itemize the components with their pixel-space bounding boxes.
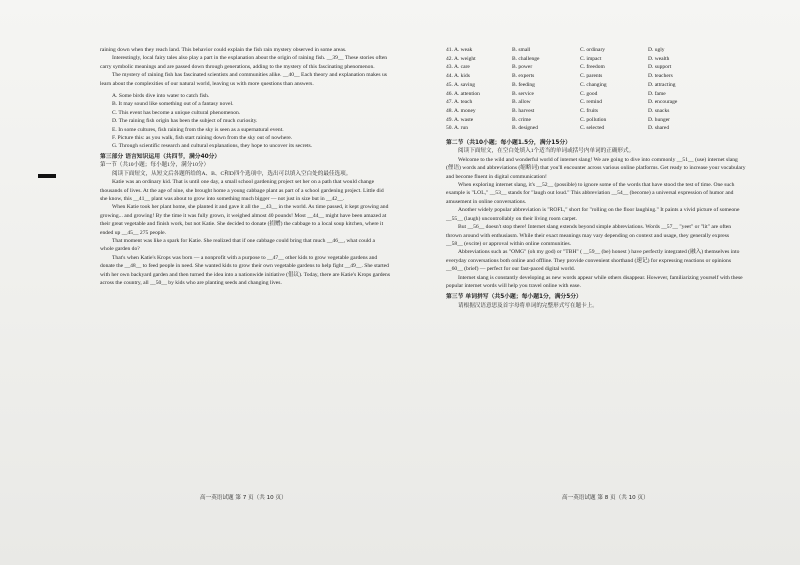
answer-option: B. crime	[512, 116, 531, 123]
option-list	[100, 92, 390, 151]
right-page	[446, 46, 746, 310]
passage-paragraph: The mystery of raining fish has fascinated scientists and communities alike. __40__ Each theory and explanation makes us learn about the complexities of our natural world, leaving us with more questions than answers.	[100, 72, 387, 87]
answer-option: 50. A. run	[446, 125, 468, 132]
answer-row	[446, 124, 716, 133]
answer-option: D. hunger	[648, 116, 670, 123]
answer-option: B. allow	[512, 99, 531, 106]
passage-paragraph: Another widely popular abbreviation is "ROFL," short for "rolling on the floor laughing." It paints a vivid picture of someone __55__ (laugh) uncontrollably on their living room carpet.	[446, 207, 740, 222]
answer-option: D. support	[648, 64, 672, 71]
answer-option: B. experts	[512, 73, 535, 80]
section-heading: 第二节（共10小题；每小题1.5分，满分15分）	[446, 140, 571, 147]
answer-option: C. parents	[580, 73, 603, 80]
passage-paragraph: Internet slang is constantly developing as new words appear while others disappear. However, familiarizing yourself with these popular internet words will help you travel online with ease.	[446, 274, 743, 289]
answer-option: C. pollution	[580, 116, 607, 123]
answer-option: 44. A. kids	[446, 73, 470, 80]
passage-paragraph: Katie was an ordinary kid. That is until one day, a small school gardening project set her on a path that would change thousands of lives. At the age of nine, she brought home a young cabbage plant as part of a school gardening project. Little did she know, this __41__ plant was about to grow into something much bigger — not just in size but in __42__.	[100, 179, 384, 202]
section-heading: 第三节 单词拼写（共5小题；每小题1分，满分5分）	[446, 294, 582, 301]
passage-paragraph: When Katie took her plant home, she planted it and gave it all the __43__ in the world. As time passed, it kept growing and growing... and growing! By the time it was fully grown, it weighed almost 40 pounds! Most __44__ might have been amazed at their great vegetable and finish work, but not Katie. She decided to donate (捐赠) the cabbage to a local soup kitchen, where it ended up __45__ 275 people.	[100, 204, 389, 236]
answer-option: C. changing	[580, 81, 607, 88]
instruction-text: 阅读下面短文，在空白处填入1个适当的单词或括号内单词的正确形式。	[458, 148, 635, 155]
answer-option: B. small	[512, 47, 531, 53]
answer-row	[446, 55, 716, 64]
passage-paragraph: Abbreviations such as "OMG" (oh my god) or "TBH" ( __59__ (be) honest ) have perfectly integrated (融入) themselves into everyday conversations both online and offline. They provide convenient shorthand (速记) for expressing reactions or opinions __60__ (brief) — perfect for our fast-paced digital world.	[446, 249, 740, 273]
answer-option: 42. A. weight	[446, 55, 476, 62]
page-footer: 高一英语试题 第 8 页（共 10 页）	[562, 495, 649, 501]
answer-row	[446, 107, 716, 116]
answer-option: 47. A. teach	[446, 99, 473, 106]
passage-paragraph: Interestingly, local fairy tales also play a part in the explanation about the origin of raining fish. __39__ These stories often carry symbolic meanings and are passed down through generations, adding to the mystery of this fascinating phenomenon.	[100, 55, 388, 70]
answer-option: B. power	[512, 64, 533, 71]
section-heading: 第三部分 语言知识运用（共四节，满分40分）	[100, 153, 221, 160]
instruction-text: 请根据汉语意思及首字母将单词的完整形式写在题卡上。	[458, 302, 598, 309]
answer-option: B. designed	[512, 125, 538, 132]
answer-option: 48. A. money	[446, 107, 476, 114]
answer-option: C. impact	[580, 55, 602, 62]
passage-paragraph: That moment was like a spark for Katie. She realized that if one cabbage could bring that much __46__, what could a whole garden do?	[100, 237, 375, 253]
page-footer: 高一英语试题 第 7 页（共 10 页）	[200, 495, 287, 501]
answer-option: 49. A. waste	[446, 116, 474, 123]
answer-option: C. selected	[580, 125, 605, 132]
answer-row	[446, 116, 716, 125]
answer-options-table	[446, 46, 716, 133]
option-item: F. Picture this: as you walk, fish start raining down from the sky out of nowhere.	[112, 135, 293, 142]
answer-option: D. fame	[648, 90, 666, 97]
answer-option: D. wealth	[648, 55, 670, 62]
option-item: C. This event has become a unique cultural phenomenon.	[112, 109, 241, 116]
option-item: G. Through scientific research and cultural explanations, they hope to uncover its secrets.	[112, 143, 313, 150]
answer-option: B. service	[512, 90, 534, 97]
answer-option: C. remind	[580, 99, 602, 106]
answer-option: B. challenge	[512, 55, 540, 62]
left-page	[100, 46, 390, 287]
answer-row	[446, 81, 716, 90]
answer-row	[446, 46, 716, 55]
passage-paragraph: Welcome to the wild and wonderful world of internet slang! We are going to dive into commonly __51__ (use) internet slang (俚语) words and abbreviations (缩略词) that you'll encounter across various online platforms. Get ready to increase your vocabulary and become fluent in digital communication!	[446, 156, 746, 180]
option-item: D. The raining fish origin has been the subject of much curiosity.	[112, 118, 258, 125]
answer-option: 45. A. saving	[446, 81, 476, 88]
passage-paragraph: That's when Katie's Krops was born — a nonprofit with a purpose to __47__ other kids to grow vegetable gardens and donate the __48__ to feed people in need. She wanted kids to grow their own vegetable gardens to help fight __49__. She started with her own backyard garden and then turned the idea into a nationwide initiative (倡议). Today, there are Katie's Krops gardens across the country, all __50__ by kids who are planting seeds and changing lives.	[100, 254, 390, 286]
answer-row	[446, 98, 716, 107]
answer-option: 43. A. care	[446, 64, 470, 71]
passage-paragraph: raining down when they reach land. This behavior could explain the fish rain mystery observed in some areas.	[100, 47, 347, 53]
answer-option: D. ugly	[648, 47, 665, 53]
instruction-text: 阅读下面短文，从短文后各题所给的A、B、C和D四个选项中，选出可以填入空白处的最佳选项。	[112, 170, 352, 177]
answer-option: B. harvest	[512, 107, 535, 114]
answer-row	[446, 72, 716, 81]
passage-paragraph: But __56__ doesn't stop there! Internet slang extends beyond simple abbreviations. Words __57__ "yeet" or "lit" are often thrown around with enthusiasm. While their exact meanings may vary depending on context and usage, they generally express __58__ (excite) or approval within online communities.	[446, 224, 732, 247]
scan-margin-mark	[38, 174, 56, 178]
option-item: E. In some cultures, fish raining from the sky is seen as a supernatural event.	[112, 126, 284, 133]
answer-option: 41. A. weak	[446, 47, 473, 53]
answer-option: D. snacks	[648, 107, 670, 114]
answer-option: D. attracting	[648, 81, 676, 88]
option-item: A. Some birds dive into water to catch fish.	[112, 93, 210, 100]
answer-option: C. fruits	[580, 107, 599, 114]
answer-option: D. shared	[648, 125, 670, 132]
answer-row	[446, 90, 716, 99]
option-item: B. It may sound like something out of a fantasy novel.	[112, 101, 234, 108]
answer-option: C. good	[580, 90, 598, 97]
answer-option: D. encourage	[648, 99, 678, 106]
answer-option: 46. A. attention	[446, 90, 480, 97]
answer-row	[446, 63, 716, 72]
passage-paragraph: When exploring internet slang, it's __52__ (possible) to ignore some of the words that have stood the test of time. One such example is "LOL," __53__ stands for "laugh out loud." This abbreviation __54__ (become) a universal expression of humor and amusement in online conversations.	[446, 182, 735, 205]
answer-option: D. teachers	[648, 73, 673, 80]
answer-option: C. freedom	[580, 64, 605, 71]
answer-option: B. feeding	[512, 81, 535, 88]
answer-option: C. ordinary	[580, 47, 606, 53]
subsection-heading: 第一节（共10小题；每小题1分，满分10分）	[100, 162, 210, 169]
